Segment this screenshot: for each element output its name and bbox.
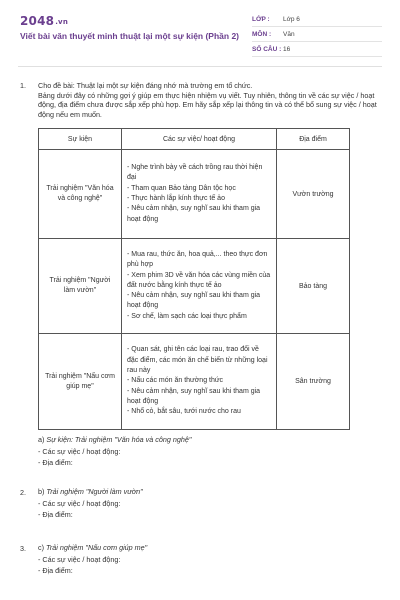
question-number: 2. bbox=[20, 488, 26, 497]
header-divider bbox=[18, 66, 382, 67]
activity-item: - Nêu cảm nhận, suy nghĩ sau khi tham gia hoạt động bbox=[127, 205, 261, 223]
answer-heading bbox=[38, 542, 378, 554]
question-1-prompt bbox=[38, 81, 380, 119]
column-header-activities: Các sự việc/ hoạt động bbox=[122, 129, 277, 150]
table-header-row bbox=[39, 129, 350, 150]
activity-item: - Xem phim 3D về văn hóa các vùng miền của đất nước bằng kính thực tế ảo bbox=[127, 271, 271, 289]
answer-block-a bbox=[38, 434, 378, 469]
meta-row-class bbox=[252, 12, 382, 27]
meta-value: Lớp 6 bbox=[283, 15, 300, 23]
answer-heading-text: Trải nghiệm "Nấu cơm giúp mẹ" bbox=[46, 543, 148, 552]
activity-item: - Quan sát, ghi tên các loại rau, trao đổi về đặc điểm, các món ăn chế biến từ những loại rau này bbox=[127, 346, 268, 375]
question-number: 1. bbox=[20, 81, 26, 90]
meta-info bbox=[252, 12, 382, 57]
answer-line-activities[interactable]: - Các sự việc / hoạt động: bbox=[38, 446, 121, 456]
table-row bbox=[39, 334, 350, 430]
activity-item: - Sơ chế, làm sạch các loại thực phẩm bbox=[127, 312, 247, 320]
place-cell: Sân trường bbox=[277, 334, 350, 430]
activity-item: - Tham quan Bảo tàng Dân tộc học bbox=[127, 184, 236, 192]
answer-heading-text: Trải nghiệm "Người làm vườn" bbox=[46, 487, 143, 496]
event-cell: Trải nghiệm "Văn hóa và công nghệ" bbox=[39, 150, 122, 239]
column-header-event: Sự kiện bbox=[39, 129, 122, 150]
answer-block-c bbox=[38, 542, 378, 577]
answer-heading bbox=[38, 434, 378, 446]
activity-item: - Nêu cảm nhận, suy nghĩ sau khi tham gia hoạt động bbox=[127, 292, 261, 310]
meta-label: MÔN : bbox=[252, 30, 272, 38]
meta-label: LỚP : bbox=[252, 15, 270, 23]
page-header bbox=[0, 0, 400, 66]
activity-table bbox=[38, 128, 350, 430]
answer-label: c) bbox=[38, 543, 44, 552]
meta-label: SỐ CÂU : bbox=[252, 45, 282, 53]
meta-row-subject bbox=[252, 27, 382, 42]
answer-line-place[interactable]: - Địa điểm: bbox=[38, 566, 73, 575]
answer-line-activities[interactable]: - Các sự việc / hoạt động: bbox=[38, 554, 121, 564]
place-cell: Bảo tàng bbox=[277, 239, 350, 334]
question-number: 3. bbox=[20, 544, 26, 553]
activities-cell bbox=[122, 150, 277, 239]
meta-row-count bbox=[252, 42, 382, 57]
activities-cell bbox=[122, 239, 277, 334]
activity-item: - Nghe trình bày về cách trồng rau thời hiện đại bbox=[127, 164, 263, 182]
logo-main: 2048 bbox=[20, 14, 55, 28]
answer-line-place[interactable]: - Địa điểm: bbox=[38, 510, 73, 519]
answer-line-place[interactable]: - Địa điểm: bbox=[38, 458, 73, 467]
answer-block-b bbox=[38, 486, 378, 521]
activity-item: - Mua rau, thức ăn, hoa quả,... theo thực đơn phù hợp bbox=[127, 250, 268, 269]
table-row bbox=[39, 239, 350, 334]
answer-heading bbox=[38, 486, 378, 498]
activity-item: - Nêu cảm nhận, suy nghĩ sau khi tham gia hoạt động bbox=[127, 387, 261, 405]
prompt-paragraph: Bảng dưới đây có những gợi ý giúp em thực hiện nhiệm vụ viết. Tuy nhiên, thông tin về các sự việc / hoạt động, địa điểm chưa được sắp xếp phù hợp. Em hãy sắp xếp lại thông tin và có thể bổ sung sự việc / hoạt động nếu em muốn. bbox=[38, 90, 377, 119]
column-header-place: Địa điểm bbox=[277, 129, 350, 150]
meta-value: Văn bbox=[283, 30, 295, 38]
activity-item: - Thực hành lắp kính thực tế ảo bbox=[127, 195, 225, 202]
document-title: Viết bài văn thuyết minh thuật lại một sự kiện (Phần 2) bbox=[20, 31, 240, 41]
answer-heading-text: Sự kiện: Trải nghiệm "Văn hóa và công nghệ" bbox=[46, 435, 192, 444]
event-cell: Trải nghiệm "Nấu cơm giúp mẹ" bbox=[39, 334, 122, 430]
activities-cell bbox=[122, 334, 277, 430]
table-row bbox=[39, 150, 350, 239]
meta-value: 16 bbox=[283, 45, 291, 53]
place-cell: Vườn trường bbox=[277, 150, 350, 239]
site-logo[interactable] bbox=[20, 14, 68, 28]
prompt-line: Cho đề bài: Thuật lại một sự kiện đáng nhớ mà trường em tổ chức. bbox=[38, 81, 253, 90]
activity-item: - Nấu các món ăn thường thức bbox=[127, 377, 224, 385]
logo-suffix: .vn bbox=[55, 18, 69, 26]
answer-label: a) bbox=[38, 435, 45, 444]
event-cell: Trải nghiệm "Người làm vườn" bbox=[39, 239, 122, 334]
answer-line-activities[interactable]: - Các sự việc / hoạt động: bbox=[38, 498, 121, 508]
answer-label: b) bbox=[38, 487, 45, 496]
activity-item: - Nhổ cỏ, bắt sâu, tưới nước cho rau bbox=[127, 408, 241, 416]
